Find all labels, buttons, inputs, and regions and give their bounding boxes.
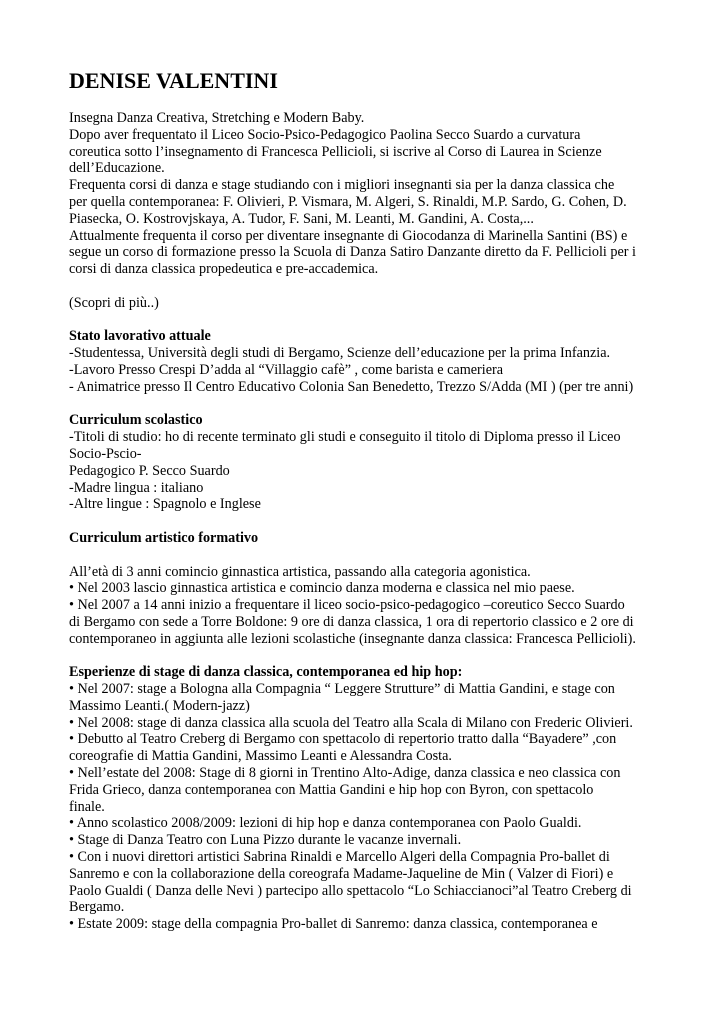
- section-heading: Stato lavorativo attuale: [69, 328, 211, 345]
- intro-line: Frequenta corsi di danza e stage studiando con i migliori insegnanti sia per la danza classica che: [69, 177, 615, 194]
- spacer: [69, 312, 669, 329]
- intro-line: Attualmente frequenta il corso per diventare insegnante di Giocodanza di Marinella Santini (BS) e: [69, 227, 628, 244]
- section-line: All’età di 3 anni comincio ginnastica artistica, passando alla categoria agonistica.: [69, 563, 531, 580]
- section-line: -Lavoro Presso Crespi D’adda al “Villaggio cafè” , come barista e cameriera: [69, 361, 504, 378]
- section-line: contemporaneo in aggiunta alle lezioni scolastiche (insegnante danza classica: Francesca Pellicioli).: [69, 630, 636, 647]
- section-line: • Nel 2008: stage di danza classica alla scuola del Teatro alla Scala di Milano con Frederic Olivieri.: [69, 714, 633, 731]
- section-line: • Estate 2009: stage della compagnia Pro-ballet di Sanremo: danza classica, contemporanea e: [69, 916, 598, 933]
- section-line: • Nel 2007 a 14 anni inizio a frequentare il liceo socio-psico-pedagogico –coreutico Secco Suardo: [69, 597, 625, 614]
- section-line: -Madre lingua : italiano: [69, 479, 204, 496]
- section-line: finale.: [69, 798, 105, 815]
- section-line: Pedagogico P. Secco Suardo: [69, 462, 230, 479]
- document-page: [69, 66, 669, 933]
- intro-line: per quella contemporanea: F. Olivieri, P. Vismara, M. Algeri, S. Rinaldi, M.P. Sardo, G. Cohen, D.: [69, 193, 627, 210]
- section-line: • Anno scolastico 2008/2009: lezioni di hip hop e danza contemporanea con Paolo Gualdi.: [69, 815, 582, 832]
- section-esperienze: [69, 664, 669, 933]
- section-line: • Stage di Danza Teatro con Luna Pizzo durante le vacanze invernali.: [69, 832, 462, 849]
- spacer: [69, 513, 669, 530]
- section-artistico: [69, 530, 669, 648]
- intro-line: segue un corso di formazione presso la Scuola di Danza Satiro Danzante diretto da F. Pellicioli per i: [69, 244, 636, 261]
- section-line: • Debutto al Teatro Creberg di Bergamo con spettacolo di repertorio tratto dalla “Bayadere” ,con: [69, 731, 617, 748]
- section-heading: Curriculum scolastico: [69, 412, 203, 429]
- intro-line: Dopo aver frequentato il Liceo Socio-Psico-Pedagogico Paolina Secco Suardo a curvatura: [69, 126, 581, 143]
- spacer: [69, 547, 669, 564]
- section-line: - Animatrice presso Il Centro Educativo Colonia San Benedetto, Trezzo S/Adda (MI ) (per tre anni): [69, 378, 634, 395]
- section-line: Socio-Pscio-: [69, 445, 142, 462]
- intro-line: Piasecka, O. Kostrovjskaya, A. Tudor, F. Sani, M. Leanti, M. Gandini, A. Costa,...: [69, 210, 534, 227]
- section-line: • Nell’estate del 2008: Stage di 8 giorni in Trentino Alto-Adige, danza classica e neo classica con: [69, 765, 621, 782]
- page-title: DENISE VALENTINI: [69, 68, 278, 93]
- spacer: [69, 278, 669, 295]
- section-line: Paolo Gualdi ( Danza delle Nevi ) partecipo allo spettacolo “Lo Schiaccianoci”al Teatro Creberg di: [69, 882, 632, 899]
- section-heading: Esperienze di stage di danza classica, contemporanea ed hip hop:: [69, 664, 463, 681]
- section-line: Sanremo e con la collaborazione della coreografa Madame-Jaqueline de Min ( Valzer di Fiori) e: [69, 865, 614, 882]
- section-line: • Nel 2003 lascio ginnastica artistica e comincio danza moderna e classica nel mio paese.: [69, 580, 575, 597]
- section-line: di Bergamo con sede a Torre Boldone: 9 ore di danza classica, 1 ora di repertorio classico e 2 ore di: [69, 613, 634, 630]
- spacer: [69, 648, 669, 665]
- more-link[interactable]: (Scopri di più..): [69, 294, 159, 311]
- section-line: • Con i nuovi direttori artistici Sabrina Rinaldi e Marcello Algeri della Compagnia Pro-ballet di: [69, 849, 610, 866]
- section-line: -Altre lingue : Spagnolo e Inglese: [69, 496, 261, 513]
- section-heading: Curriculum artistico formativo: [69, 529, 259, 546]
- section-stato: [69, 328, 669, 395]
- intro-line: corsi di danza classica propedeutica e pre-accademica.: [69, 261, 379, 278]
- section-line: Bergamo.: [69, 899, 125, 916]
- intro-line: Insegna Danza Creativa, Stretching e Modern Baby.: [69, 110, 365, 126]
- section-line: coreografie di Mattia Gandini, Massimo Leanti e Alessandra Costa.: [69, 748, 452, 765]
- intro-section: [69, 110, 669, 278]
- section-line: -Studentessa, Università degli studi di Bergamo, Scienze dell’educazione per la prima Infanzia.: [69, 345, 611, 362]
- spacer: [69, 396, 669, 413]
- section-line: Frida Grieco, danza contemporanea con Mattia Gandini e hip hop con Byron, con spettacolo: [69, 781, 594, 798]
- intro-line: coreutica sotto l’insegnamento di Francesca Pellicioli, si iscrive al Corso di Laurea in Scienze: [69, 143, 602, 160]
- section-line: • Nel 2007: stage a Bologna alla Compagnia “ Leggere Strutture” di Mattia Gandini, e stage con: [69, 681, 615, 698]
- intro-line: dell’Educazione.: [69, 160, 165, 177]
- section-line: -Titoli di studio: ho di recente terminato gli studi e conseguito il titolo di Diploma presso il Liceo: [69, 429, 621, 446]
- section-line: Massimo Leanti.( Modern-jazz): [69, 697, 250, 714]
- section-scolastico: [69, 412, 669, 513]
